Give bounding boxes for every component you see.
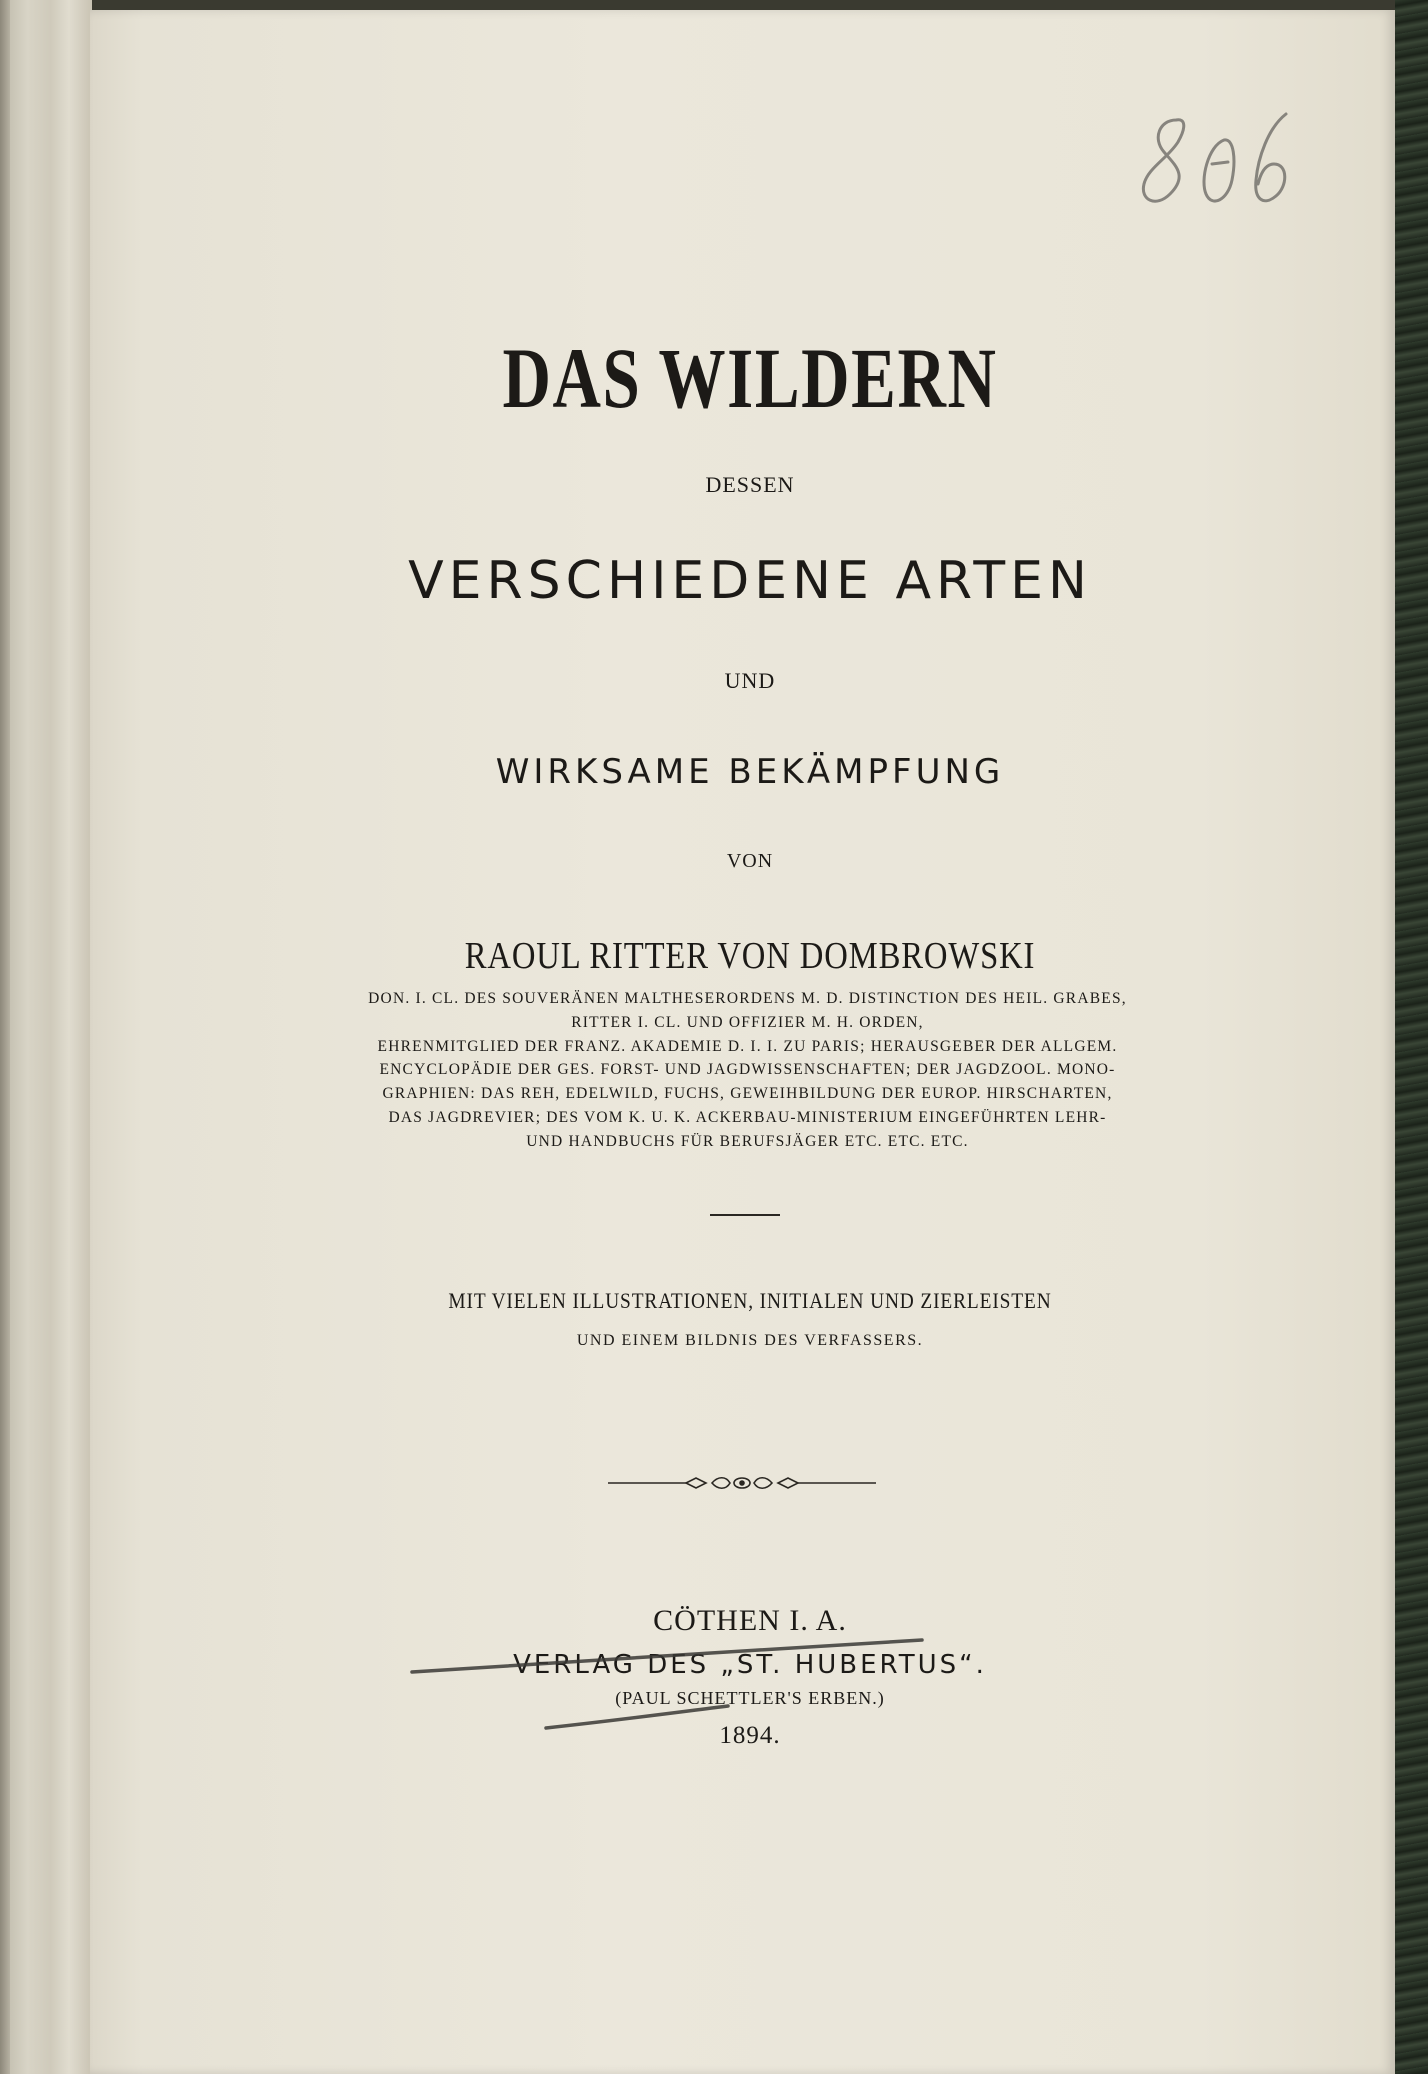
credentials-line: DAS JAGDREVIER; DES VOM K. U. K. ACKERBAU-MINISTERIUM EINGEFÜHRTEN LEHR- (388, 1108, 1107, 1126)
credentials-line: RITTER I. CL. UND OFFIZIER M. H. ORDEN, (571, 1013, 924, 1031)
book-title: DAS WILDERN (502, 330, 998, 426)
imprint-year: 1894. (719, 1722, 781, 1749)
title-page (90, 10, 1395, 2074)
imprint-place: CÖTHEN I. A. (653, 1604, 847, 1637)
credentials-line: UND HANDBUCHS FÜR BERUFSJÄGER ETC. ETC. ETC. (526, 1132, 969, 1150)
divider-rule (710, 1214, 780, 1216)
portrait-note: UND EINEM BILDNIS DES VERFASSERS. (576, 1332, 924, 1349)
binding-board-edge (1395, 0, 1428, 2074)
credentials-line: ENCYCLOPÄDIE DER GES. FORST- UND JAGDWISSENSCHAFTEN; DER JAGDZOOL. MONO- (379, 1061, 1116, 1079)
credentials-line: GRAPHIEN: DAS REH, EDELWILD, FUCHS, GEWEIHBILDUNG DER EUROP. HIRSCHARTEN, (382, 1085, 1113, 1103)
binding-spine (0, 0, 92, 2074)
handwritten-shelf-mark (1130, 110, 1370, 280)
imprint-heirs: (PAUL SCHETTLER'S ERBEN.) (615, 1688, 885, 1708)
credentials-line: DON. I. CL. DES SOUVERÄNEN MALTHESERORDENS M. D. DISTINCTION DES HEIL. GRABES, (368, 990, 1127, 1007)
spine-shadow (0, 0, 10, 2074)
connector-dessen: DESSEN (705, 472, 795, 497)
author-credentials (305, 987, 1190, 1154)
connector-von: VON (726, 850, 774, 872)
subtitle-wirksame-bekaempfung: WIRKSAME BEKÄMPFUNG (495, 752, 1005, 792)
credentials-line: EHRENMITGLIED DER FRANZ. AKADEMIE D. I. I. ZU PARIS; HERAUSGEBER DER ALLGEM. (377, 1037, 1118, 1055)
illustrations-note: MIT VIELEN ILLUSTRATIONEN, INITIALEN UND ZIERLEISTEN (448, 1288, 1052, 1313)
imprint-publisher: VERLAG DES „ST. HUBERTUS“. (513, 1650, 987, 1680)
author-name: RAOUL RITTER VON DOMBROWSKI (464, 935, 1036, 977)
connector-und: UND (724, 668, 776, 693)
subtitle-verschiedene-arten: VERSCHIEDENE ARTEN (408, 551, 1092, 611)
binding-board-top (0, 0, 1428, 10)
ornamental-divider (608, 1472, 876, 1494)
